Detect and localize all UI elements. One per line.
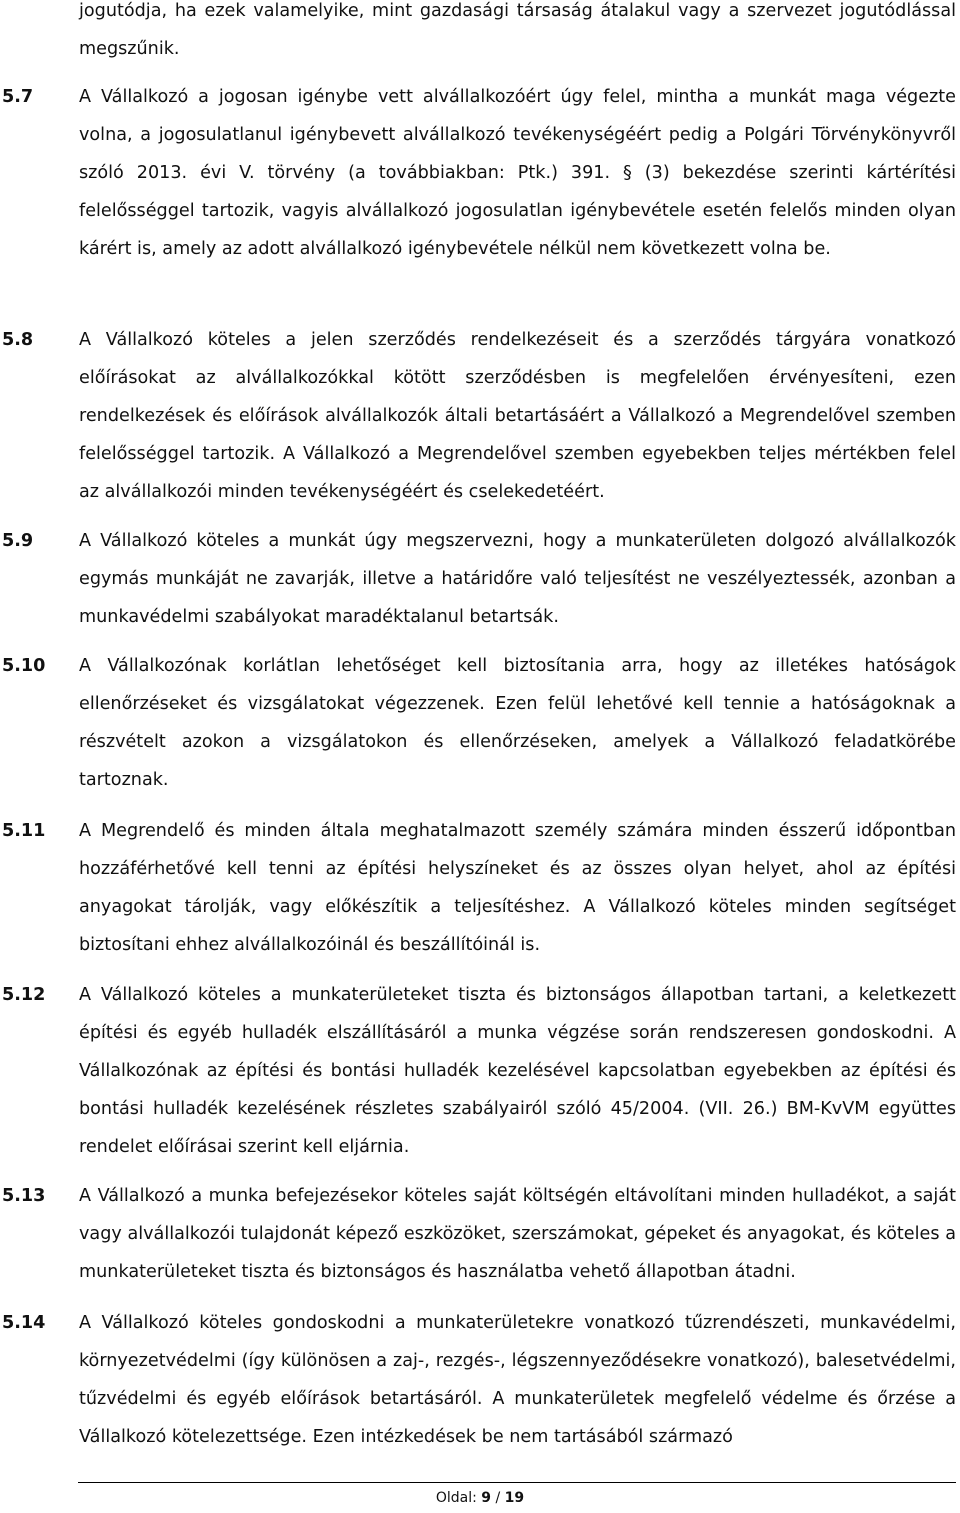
section-number: 5.7: [2, 87, 34, 107]
section-number: 5.13: [2, 1186, 46, 1206]
section-text: jogutódja, ha ezek valamelyike, mint gazdasági társaság átalakul vagy a szervezet jogutódlással megszűnik.: [79, 1, 956, 59]
section-text: A Vállalkozónak korlátlan lehetőséget kell biztosítania arra, hogy az illetékes hatóságok ellenőrzéseket és vizsgálatokat végezzenek. Ezen felül lehetővé kell tennie a hatóságoknak a részvételt azokon a vizsgálatokon és ellenőrzéseken, amelyek a Vállalkozó feladatkörébe tartoznak.: [79, 656, 956, 790]
section-text: A Vállalkozó köteles a munkát úgy megszervezni, hogy a munkaterületen dolgozó alvállalkozók egymás munkáját ne zavarják, illetve a határidőre való teljesítést ne veszélyeztessék, azonban a munkavédelmi szabályokat maradéktalanul betartsák.: [79, 531, 956, 627]
section-text: A Vállalkozó köteles gondoskodni a munkaterületekre vonatkozó tűzrendészeti, munkavédelmi, környezetvédelmi (így különösen a zaj-, rezgés-, légszennyeződésekre vonatkozó), balesetvédelmi, tűzvédelmi és egyéb előírások betartásáról. A munkaterületek megfelelő védelme és őrzése a Vállalkozó kötelezettsége. Ezen intézkedések be nem tartásából származó: [79, 1313, 956, 1447]
section-text: A Vállalkozó köteles a jelen szerződés rendelkezéseit és a szerződés tárgyára vonatkozó előírásokat az alvállalkozókkal kötött szerződésben is megfelelően érvényesíteni, ezen rendelkezések és előírások alvállalkozók általi betartásáért a Vállalkozó a Megrendelővel szemben felelősséggel tartozik. A Vállalkozó a Megrendelővel szemben egyebekben teljes mértékben felel az alvállalkozói minden tevékenységéért és cselekedetéért.: [79, 330, 956, 502]
page-separator: /: [491, 1490, 505, 1506]
section-text: A Vállalkozó a munka befejezésekor köteles saját költségén eltávolítani minden hulladékot, a saját vagy alvállalkozói tulajdonát képező eszközöket, szerszámokat, gépeket és anyagokat, és köteles a munkaterületeket tiszta és biztonságos és használatba vehető állapotban átadni.: [79, 1186, 956, 1282]
section-number: 5.11: [2, 821, 46, 841]
section-number: 5.8: [2, 330, 34, 350]
footer-label: Oldal:: [435, 1490, 482, 1506]
footer-divider: [78, 1482, 956, 1483]
page-footer: [0, 1490, 960, 1506]
section-text: A Megrendelő és minden általa meghatalmazott személy számára minden ésszerű időpontban hozzáférhetővé kell tenni az építési helyszíneket és az összes olyan helyet, ahol az építési anyagokat tárolják, vagy előkészítik a teljesítéshez. A Vállalkozó köteles minden segítséget biztosítani ehhez alvállalkozóinál és beszállítóinál is.: [79, 821, 956, 955]
section-text: A Vállalkozó köteles a munkaterületeket tiszta és biztonságos állapotban tartani, a keletkezett építési és egyéb hulladék elszállításáról a munka végzése során rendszeresen gondoskodni. A Vállalkozónak az építési és bontási hulladék kezelésével kapcsolatban egyebekben az építési és bontási hulladék kezelésének részletes szabályairól szóló 45/2004. (VII. 26.) BM-KvVM együttes rendelet előírásai szerint kell eljárnia.: [79, 985, 956, 1157]
section-number: 5.14: [2, 1313, 46, 1333]
section-number: 5.12: [2, 985, 46, 1005]
section-number: 5.10: [2, 656, 46, 676]
section-number: 5.9: [2, 531, 34, 551]
current-page-number: 9: [481, 1490, 492, 1506]
section-text: A Vállalkozó a jogosan igénybe vett alvállalkozóért úgy felel, mintha a munkát maga végezte volna, a jogosulatlanul igénybevett alvállalkozó tevékenységéért pedig a Polgári Törvénykönyvről szóló 2013. évi V. törvény (a továbbiakban: Ptk.) 391. § (3) bekezdése szerinti kártérítési felelősséggel tartozik, vagyis alvállalkozó jogosulatlan igénybevétele esetén felelős minden olyan kárért is, amely az adott alvállalkozó igénybevétele nélkül nem következett volna be.: [79, 87, 956, 259]
total-page-count: 19: [504, 1490, 525, 1506]
